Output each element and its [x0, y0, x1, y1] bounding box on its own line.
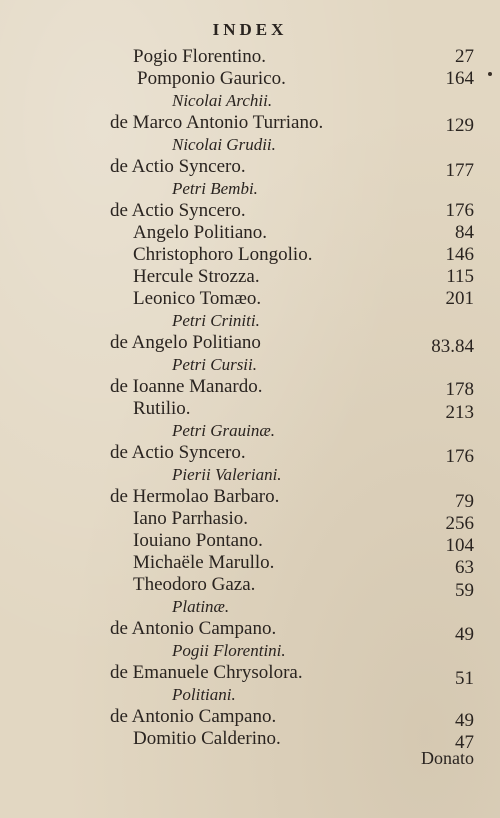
- author-heading: Petri Grauinæ.: [172, 421, 275, 440]
- index-entry: de Antonio Campano.: [110, 618, 277, 639]
- index-entry: Michaële Marullo.: [133, 552, 275, 573]
- index-entry: Iouiano Pontano.: [133, 530, 263, 551]
- index-entry: de Antonio Campano.: [110, 706, 277, 727]
- index-entry: Pogio Florentino.: [133, 46, 267, 67]
- page-number: 47: [455, 732, 474, 753]
- index-entry: de Angelo Politiano: [110, 332, 261, 353]
- author-heading: Petri Bembi.: [172, 179, 258, 198]
- page-number: 49: [455, 710, 474, 731]
- index-entry: de Ioanne Manardo.: [110, 376, 263, 397]
- page-number: 178: [445, 379, 474, 400]
- index-entry: de Actio Syncero.: [110, 200, 246, 221]
- page-number: 146: [445, 244, 474, 265]
- margin-dot: [488, 72, 492, 76]
- page-number: 176: [445, 446, 474, 467]
- index-entry: Leonico Tomæo.: [133, 288, 262, 309]
- index-entry: de Hermolao Barbaro.: [110, 486, 280, 507]
- page-number: 63: [455, 557, 474, 578]
- page-number: 176: [445, 200, 474, 221]
- author-heading: Politiani.: [172, 685, 236, 704]
- index-entry: de Emanuele Chrysolora.: [110, 662, 303, 683]
- index-entry: Theodoro Gaza.: [133, 574, 256, 595]
- index-entry: de Marco Antonio Turriano.: [110, 112, 324, 133]
- index-entry: Angelo Politiano.: [133, 222, 268, 243]
- index-entry: de Actio Syncero.: [110, 156, 246, 177]
- page-number: 27: [455, 46, 474, 67]
- index-entry: de Actio Syncero.: [110, 442, 246, 463]
- page-number: 115: [446, 266, 474, 287]
- index-entry: Rutilio.: [133, 398, 191, 419]
- catchword: Donato: [421, 748, 474, 768]
- page-number: 201: [445, 288, 474, 309]
- index-entry: Christophoro Longolio.: [133, 244, 313, 265]
- index-entry: Pomponio Gaurico.: [137, 68, 286, 89]
- page-number: 256: [445, 513, 474, 534]
- author-heading: Petri Cursii.: [172, 355, 258, 374]
- author-heading: Pogii Florentini.: [172, 641, 286, 660]
- index-entry: Iano Parrhasio.: [133, 508, 249, 529]
- page-number: 129: [445, 115, 474, 136]
- page-number: 51: [455, 668, 474, 689]
- page-number: 59: [455, 580, 474, 601]
- page-header: INDEX: [212, 20, 288, 39]
- author-heading: Pierii Valeriani.: [172, 465, 282, 484]
- page-number: 104: [445, 535, 474, 556]
- page-number: 84: [455, 222, 474, 243]
- author-heading: Nicolai Archii.: [172, 91, 273, 110]
- index-entry: Hercule Strozza.: [133, 266, 260, 287]
- page-number: 79: [455, 491, 474, 512]
- page-number: 164: [445, 68, 474, 89]
- page-number: 49: [455, 624, 474, 645]
- page-number: 83.84: [431, 336, 474, 357]
- page-number: 177: [445, 160, 474, 181]
- author-heading: Nicolai Grudii.: [172, 135, 276, 154]
- author-heading: Petri Criniti.: [172, 311, 260, 330]
- index-entry: Domitio Calderino.: [133, 728, 281, 749]
- page-number: 213: [445, 402, 474, 423]
- author-heading: Platinæ.: [172, 597, 230, 616]
